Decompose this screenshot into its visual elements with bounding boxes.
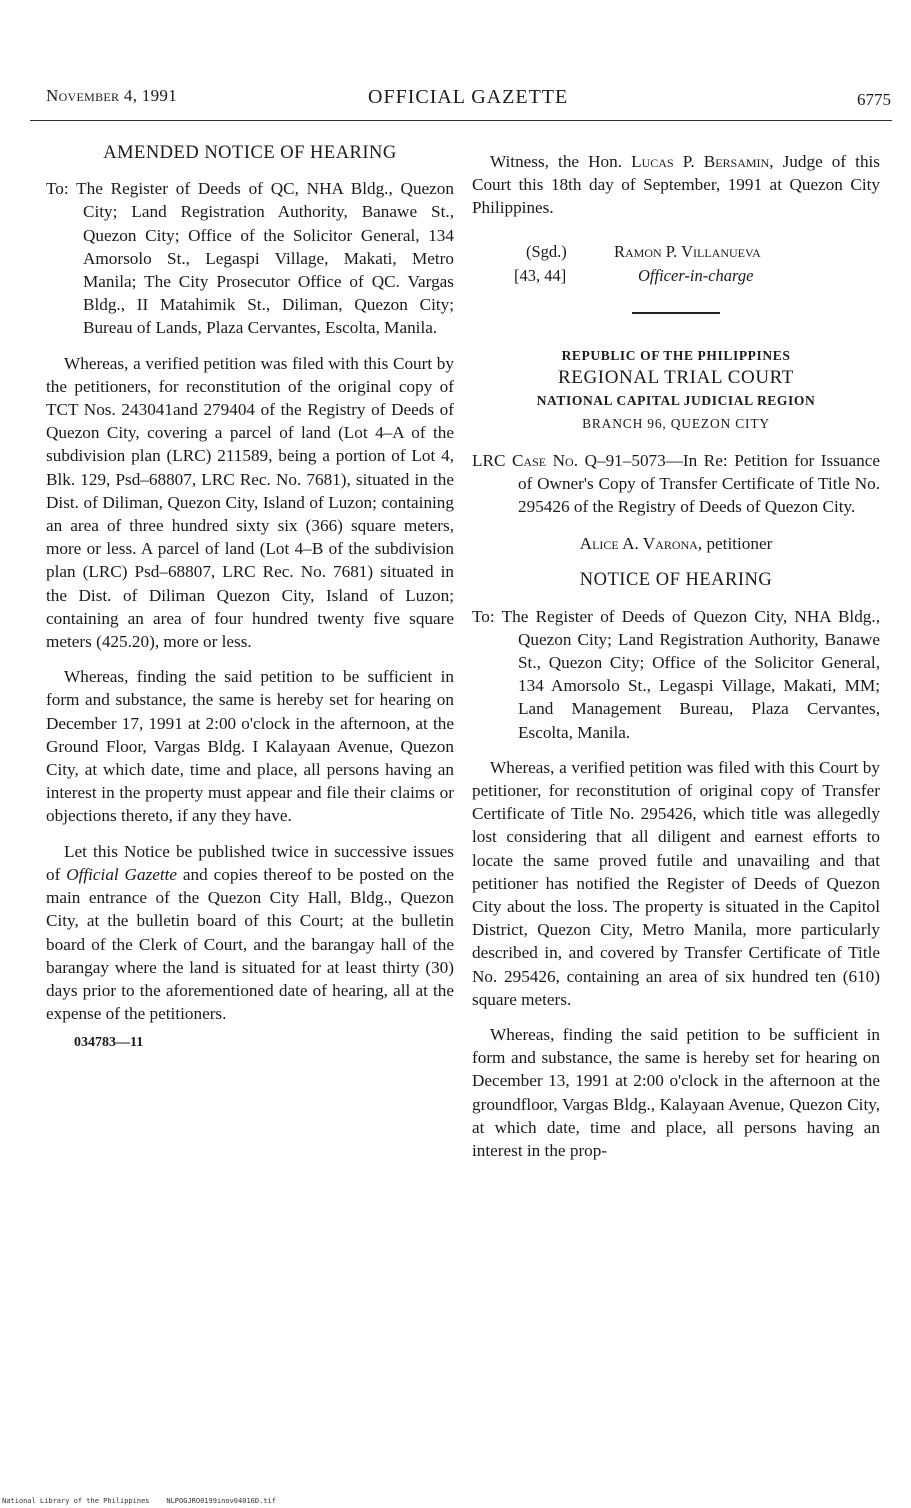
page-header xyxy=(46,86,891,116)
signed-mark: (Sgd.) xyxy=(526,241,567,261)
republic-heading: REPUBLIC OF THE PHILIPPINES xyxy=(561,347,791,363)
notice-code: 034783—11 xyxy=(74,1035,144,1051)
footer-file: NLPOGJRO0199inov04016D.tif xyxy=(166,1497,276,1505)
scan-footer xyxy=(2,1497,276,1505)
case-caption xyxy=(472,449,880,519)
branch-heading: BRANCH 96, QUEZON CITY xyxy=(582,415,770,431)
reference-numbers: [43, 44] xyxy=(514,265,567,285)
right-column xyxy=(472,142,880,1162)
judge-name: Lucas P. Bersamin xyxy=(631,152,770,171)
petitioner-name: Alice A. Varona xyxy=(579,534,698,554)
amended-notice-addressees: To: The Register of Deeds of QC, NHA Bldg., Quezon City; Land Registration Authority, Banawe St., Quezon City; Office of the Solicitor General, 134 Amorsolo St., Legaspi Village, Makati, Metro Manila; The City Prosecutor Office of QC. Vargas Bldg., II Matahimik St., Diliman, Quezon City; Bureau of Lands, Plaza Cervantes, Escolta, Manila. xyxy=(46,179,454,338)
amended-notice-paragraph-1: Whereas, a verified petition was filed with this Court by the petitioners, for reconstitution of the original copy of TCT Nos. 243041and 279404 of the Registry of Deeds of Quezon City, covering a parcel of land (Lot 4–A of the subdivision plan (LRC) 211589, being a portion of Lot 4, Blk. 129, Psd–68807, LRC Rec. No. 7681), situated in the Dist. of Diliman, Quezon City, Island of Luzon; containing an area of three hundred sixty six (366) square meters, more or less. A parcel of land (Lot 4–B of the subdivision plan (LRC) Psd–68807, LRC Rec. No. 7681) situated in the Dist. of Diliman Quezon City, Island of Luzon; containing an area of four hundred twenty five square meters (425.20), more or less. xyxy=(46,353,454,652)
notice-paragraph-2: Whereas, finding the said petition to be sufficient in form and substance, the same is hereby set for hearing on December 13, 1991 at 2:00 o'clock in the afternoon at the groundfloor, Vargas Bldg., Kalayaan Avenue, Quezon City, at which date, time and place, all persons having an interest in the prop- xyxy=(472,1025,880,1161)
petitioner-line xyxy=(472,532,880,555)
notice-heading: NOTICE OF HEARING xyxy=(579,570,773,591)
witness-paragraph xyxy=(472,150,880,220)
publication-title: OFFICIAL GAZETTE xyxy=(368,86,569,108)
signer-title: Officer-in-charge xyxy=(638,265,754,285)
publication-text-before: Let this Notice be published twice in successive issues of xyxy=(46,841,454,884)
witness-text-after: , Judge of this Court this 18th day of September, 1991 at Quezon City Philippines. xyxy=(472,152,880,218)
witness-text-before: Witness, the Hon. xyxy=(490,152,632,171)
signature-block xyxy=(472,240,880,290)
page-number: 6775 xyxy=(857,90,891,109)
signer-name: Ramon P. Villanueva xyxy=(614,241,761,261)
footer-library: National Library of the Philippines xyxy=(2,1497,150,1505)
amended-notice-heading: AMENDED NOTICE OF HEARING xyxy=(103,143,397,163)
publication-text-after: and copies thereof to be posted on the main entrance of the Quezon City Hall, Bldg., Quezon City, at the bulletin board of this Court; at the bulletin board of the Clerk of Court, and the barangay hall of the barangay where the land is situated for at least thirty (30) days prior to the aforementioned date of hearing, all at the expense of the petitioners. xyxy=(46,864,454,1024)
court-heading: REGIONAL TRIAL COURT xyxy=(557,366,795,388)
amended-notice-paragraph-2: Whereas, finding the said petition to be sufficient in form and substance, the same is hereby set for hearing on December 17, 1991 at 2:00 o'clock in the afternoon, at the Ground Floor, Vargas Bldg. I Kalayaan Avenue, Quezon City, at which date, time and place, all persons having an interest in the property must appear and file their claims or objections thereto, if any they have. xyxy=(46,667,454,826)
amended-notice-paragraph-3 xyxy=(46,840,454,1026)
case-description: —In Re: Petition for Issuance of Owner's Copy of Transfer Certificate of Title No. 295426 of the Registry of Deeds of Quezon City. xyxy=(518,450,880,517)
notice-addressees: To: The Register of Deeds of Quezon City, NHA Bldg., Quezon City; Land Registration Authority, Banawe St., Quezon City; Office of the Solicitor General, 134 Amorsolo St., Legaspi Village, Makati, MM; Land Management Bureau, Plaza Cervantes, Escolta, Manila. xyxy=(472,606,880,742)
section-divider xyxy=(632,312,720,314)
left-column xyxy=(46,142,454,1055)
header-rule xyxy=(30,120,892,121)
region-heading: NATIONAL CAPITAL JUDICIAL REGION xyxy=(536,392,816,408)
gazette-name-italic: Official Gazette xyxy=(66,864,178,884)
case-number: LRC Case No. Q–91–5073 xyxy=(472,450,666,470)
notice-paragraph-1: Whereas, a verified petition was filed with this Court by petitioner, for reconstitution of original copy of Transfer Certificate of Title No. 295426, which title was allegedly lost considering that all diligent and earnest efforts to locate the same proved futile and unavailing and that petitioner has notified the Register of Deeds of Quezon City about the loss. The property is situated in the Capitol District, Quezon City, Metro Manila, more particularly described in, and covered by Transfer Certificate of Title No. 295426, containing an area of six hundred ten (610) square meters. xyxy=(472,757,880,1009)
petitioner-role: , petitioner xyxy=(697,534,773,554)
issue-date: November 4, 1991 xyxy=(46,86,177,105)
